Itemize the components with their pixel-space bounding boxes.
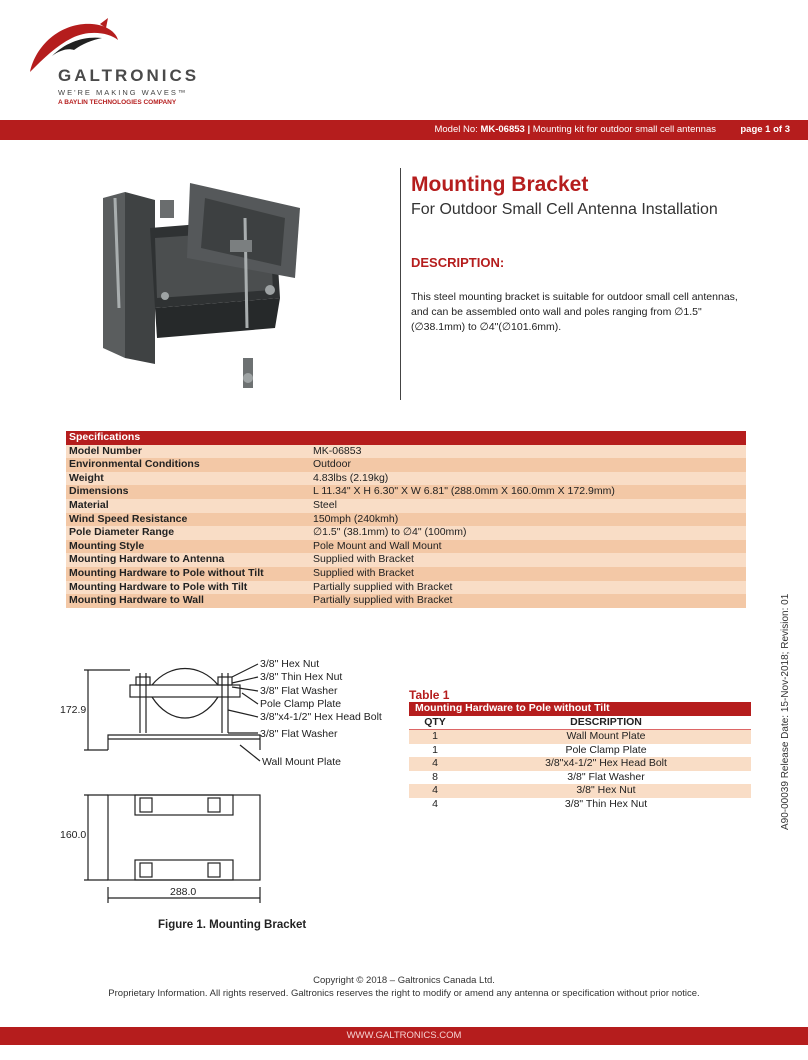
part-qty: 4 [409,757,461,771]
spec-label: Model Number [66,445,310,459]
callout-flat-washer-2: 3/8" Flat Washer [260,728,338,740]
part-qty: 8 [409,771,461,785]
header-band [0,120,808,140]
parts-table-title: Table 1 [409,688,450,702]
model-prefix: Model No: [434,124,478,135]
spec-value: Steel [310,499,746,513]
specs-heading: Specifications [66,431,746,445]
part-desc: 3/8" Flat Washer [461,771,751,785]
spec-label: Mounting Hardware to Pole with Tilt [66,581,310,595]
spec-label: Environmental Conditions [66,458,310,472]
top-view-plate [108,795,260,880]
spec-value: 150mph (240kmh) [310,513,746,527]
wall-plate-shape [108,735,260,750]
proprietary-notice: Proprietary Information. All rights reserved. Galtronics reserves the right to modify or amend any antenna or specification without prior notice. [108,988,700,999]
parts-table [409,702,751,811]
mounting-bracket-drawing [60,655,400,910]
figure-caption: Figure 1. Mounting Bracket [158,919,307,931]
col-qty: QTY [409,716,461,730]
spec-value: Outdoor [310,458,746,472]
page-indicator: page 1 of 3 [740,124,790,135]
spec-label: Mounting Style [66,540,310,554]
dimension-height: 172.9 [60,704,87,716]
callout-flat-washer: 3/8" Flat Washer [260,685,338,697]
spec-label: Wind Speed Resistance [66,513,310,527]
release-info: A90-00039 Release Date: 15-Nov-2018; Revision: 01 [780,593,791,830]
spec-label: Mounting Hardware to Pole without Tilt [66,567,310,581]
spec-value: Supplied with Bracket [310,553,746,567]
part-desc: 3/8"x4-1/2" Hex Head Bolt [461,757,751,771]
spec-value: Supplied with Bracket [310,567,746,581]
description-heading: DESCRIPTION: [411,255,505,270]
pole-outline [152,697,218,718]
brand-name: GALTRONICS [58,66,200,85]
spec-label: Mounting Hardware to Wall [66,594,310,608]
copyright-text: Copyright © 2018 – Galtronics Canada Ltd. [313,975,495,986]
model-number: MK-06853 [480,124,525,135]
product-subtitle: For Outdoor Small Cell Antenna Installation [411,201,718,218]
spec-value: MK-06853 [310,445,746,459]
spec-value: Partially supplied with Bracket [310,594,746,608]
spec-value: Partially supplied with Bracket [310,581,746,595]
part-desc: 3/8" Thin Hex Nut [461,798,751,812]
parts-table-heading: Mounting Hardware to Pole without Tilt [409,702,751,716]
bracket-product-image [95,178,310,400]
spec-value: 4.83lbs (2.19kg) [310,472,746,486]
part-qty: 4 [409,798,461,812]
specifications-table [66,431,746,608]
spec-label: Weight [66,472,310,486]
part-desc: 3/8" Hex Nut [461,784,751,798]
callout-wall-mount-plate: Wall Mount Plate [262,756,341,768]
part-desc: Pole Clamp Plate [461,744,751,758]
spec-label: Pole Diameter Range [66,526,310,540]
header-model [434,124,716,135]
dimension-depth: 160.0 [60,829,87,841]
part-qty: 1 [409,730,461,744]
model-separator: | [527,124,531,135]
product-title: Mounting Bracket [411,173,589,196]
callout-thin-hex-nut: 3/8" Thin Hex Nut [260,671,343,683]
spec-label: Material [66,499,310,513]
spec-value: ∅1.5" (38.1mm) to ∅4" (100mm) [310,526,746,540]
col-description: DESCRIPTION [461,716,751,730]
model-description: Mounting kit for outdoor small cell antennas [532,124,716,135]
callout-hex-head-bolt: 3/8"x4-1/2" Hex Head Bolt [260,711,382,723]
callout-hex-nut: 3/8" Hex Nut [260,658,320,670]
callout-pole-clamp-plate: Pole Clamp Plate [260,698,342,710]
spec-label: Dimensions [66,485,310,499]
brand-tagline: WE'RE MAKING WAVES™ [58,88,188,97]
part-qty: 1 [409,744,461,758]
part-qty: 4 [409,784,461,798]
dimension-length: 288.0 [170,886,197,898]
footer-website-link[interactable]: WWW.GALTRONICS.COM [0,1027,808,1045]
spec-value: Pole Mount and Wall Mount [310,540,746,554]
brand-subtag: A BAYLIN TECHNOLOGIES COMPANY [58,99,177,106]
title-divider [400,168,401,400]
description-text: This steel mounting bracket is suitable for outdoor small cell antennas, and can be assembled onto wall and poles ranging from ∅1.5" (∅38.1mm) to ∅4"(∅101.6mm). [411,291,738,333]
pole-outline-top [152,669,218,686]
spec-value: L 11.34" X H 6.30" X W 6.81" (288.0mm X 160.0mm X 172.9mm) [310,485,746,499]
release-info-wrap [780,593,794,1060]
spec-label: Mounting Hardware to Antenna [66,553,310,567]
part-desc: Wall Mount Plate [461,730,751,744]
